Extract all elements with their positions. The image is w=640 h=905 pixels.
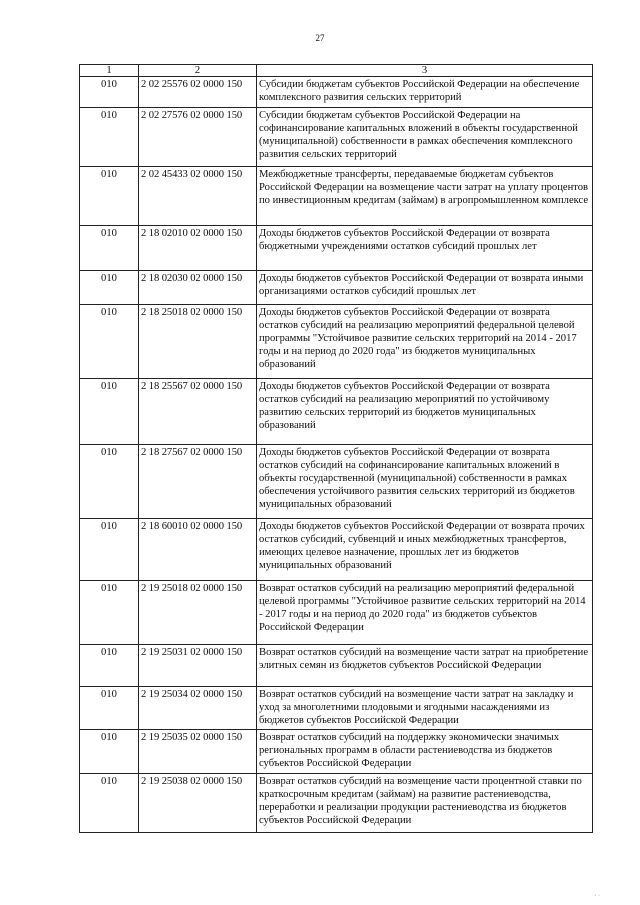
table-row <box>80 774 593 833</box>
budget-code-cell: 2 02 27576 02 0000 150 <box>139 108 257 167</box>
table-row <box>80 77 593 108</box>
income-name-cell: Межбюджетные трансферты, передаваемые бюджетам субъектов Российской Федерации на возмещение части затрат на уплату процентов по инвестиционным кредитам (займам) в агропромышленном комплексе <box>257 167 593 226</box>
admin-code-cell: 010 <box>80 730 139 774</box>
income-name-cell: Возврат остатков субсидий на реализацию мероприятий федеральной целевой программы "Устойчивое развитие сельских территорий на 2014 - 2017 годы и на период до 2020 года" из бюджетов субъектов Российской Федерации <box>257 581 593 645</box>
admin-code-cell: 010 <box>80 271 139 305</box>
admin-code-cell: 010 <box>80 108 139 167</box>
table-row <box>80 730 593 774</box>
page-number: 27 <box>315 33 325 43</box>
income-name-cell: Возврат остатков субсидий на возмещение части процентной ставки по краткосрочным кредитам (займам) на развитие растениеводства, переработки и реализации продукции растениеводства из бюджетов субъектов Российской Федерации <box>257 774 593 833</box>
budget-code-cell: 2 18 27567 02 0000 150 <box>139 445 257 519</box>
income-name-cell: Доходы бюджетов субъектов Российской Федерации от возврата бюджетными учреждениями остатков субсидий прошлых лет <box>257 226 593 271</box>
income-name-cell: Возврат остатков субсидий на возмещение части затрат на закладку и уход за многолетними плодовыми и ягодными насаждениями из бюджетов субъектов Российской Федерации <box>257 687 593 730</box>
admin-code-cell: 010 <box>80 774 139 833</box>
admin-code-cell: 010 <box>80 226 139 271</box>
header-col-1: 1 <box>80 65 139 77</box>
scan-mark: · · <box>594 893 600 899</box>
table-row <box>80 687 593 730</box>
budget-code-cell: 2 19 25038 02 0000 150 <box>139 774 257 833</box>
budget-code-cell: 2 02 45433 02 0000 150 <box>139 167 257 226</box>
table-header-row <box>80 65 593 77</box>
header-col-2: 2 <box>139 65 257 77</box>
table-row <box>80 445 593 519</box>
budget-code-cell: 2 19 25018 02 0000 150 <box>139 581 257 645</box>
admin-code-cell: 010 <box>80 445 139 519</box>
income-name-cell: Доходы бюджетов субъектов Российской Федерации от возврата прочих остатков субсидий, субвенций и иных межбюджетных трансфертов, имеющих целевое назначение, прошлых лет из бюджетов муниципальных образований <box>257 519 593 581</box>
admin-code-cell: 010 <box>80 305 139 379</box>
admin-code-cell: 010 <box>80 167 139 226</box>
table-row <box>80 167 593 226</box>
table-row <box>80 581 593 645</box>
admin-code-cell: 010 <box>80 77 139 108</box>
admin-code-cell: 010 <box>80 645 139 687</box>
budget-code-cell: 2 02 25576 02 0000 150 <box>139 77 257 108</box>
income-name-cell: Возврат остатков субсидий на поддержку экономически значимых региональных программ в области растениеводства из бюджетов субъектов Российской Федерации <box>257 730 593 774</box>
income-name-cell: Возврат остатков субсидий на возмещение части затрат на приобретение элитных семян из бюджетов субъектов Российской Федерации <box>257 645 593 687</box>
table-row <box>80 305 593 379</box>
budget-code-cell: 2 19 25031 02 0000 150 <box>139 645 257 687</box>
budget-code-cell: 2 18 25018 02 0000 150 <box>139 305 257 379</box>
table-row <box>80 108 593 167</box>
income-name-cell: Субсидии бюджетам субъектов Российской Федерации на обеспечение комплексного развития сельских территорий <box>257 77 593 108</box>
budget-code-cell: 2 18 02030 02 0000 150 <box>139 271 257 305</box>
budget-code-cell: 2 18 25567 02 0000 150 <box>139 379 257 445</box>
income-name-cell: Доходы бюджетов субъектов Российской Федерации от возврата остатков субсидий на реализацию мероприятий по устойчивому развитию сельских территорий из бюджетов муниципальных образований <box>257 379 593 445</box>
admin-code-cell: 010 <box>80 581 139 645</box>
header-col-3: 3 <box>257 65 593 77</box>
table-row <box>80 519 593 581</box>
income-name-cell: Доходы бюджетов субъектов Российской Федерации от возврата остатков субсидий на реализацию мероприятий федеральной целевой программы "Устойчивое развитие сельских территорий на 2014 - 2017 годы и на период до 2020 года" из бюджетов муниципальных образований <box>257 305 593 379</box>
budget-code-cell: 2 18 60010 02 0000 150 <box>139 519 257 581</box>
income-name-cell: Доходы бюджетов субъектов Российской Федерации от возврата остатков субсидий на софинансирование капитальных вложений в объекты государственной (муниципальной) собственности в рамках обеспечения устойчивого развития сельских территорий из бюджетов муниципальных образований <box>257 445 593 519</box>
budget-code-cell: 2 19 25035 02 0000 150 <box>139 730 257 774</box>
income-name-cell: Доходы бюджетов субъектов Российской Федерации от возврата иными организациями остатков субсидий прошлых лет <box>257 271 593 305</box>
table-row <box>80 645 593 687</box>
admin-code-cell: 010 <box>80 519 139 581</box>
table-row <box>80 271 593 305</box>
budget-code-cell: 2 19 25034 02 0000 150 <box>139 687 257 730</box>
admin-code-cell: 010 <box>80 379 139 445</box>
table-row <box>80 226 593 271</box>
table-row <box>80 379 593 445</box>
budget-code-cell: 2 18 02010 02 0000 150 <box>139 226 257 271</box>
admin-code-cell: 010 <box>80 687 139 730</box>
income-name-cell: Субсидии бюджетам субъектов Российской Федерации на софинансирование капитальных вложений в объекты государственной (муниципальной) собственности в рамках обеспечения комплексного развития сельских территорий <box>257 108 593 167</box>
budget-classification-table <box>79 64 593 833</box>
